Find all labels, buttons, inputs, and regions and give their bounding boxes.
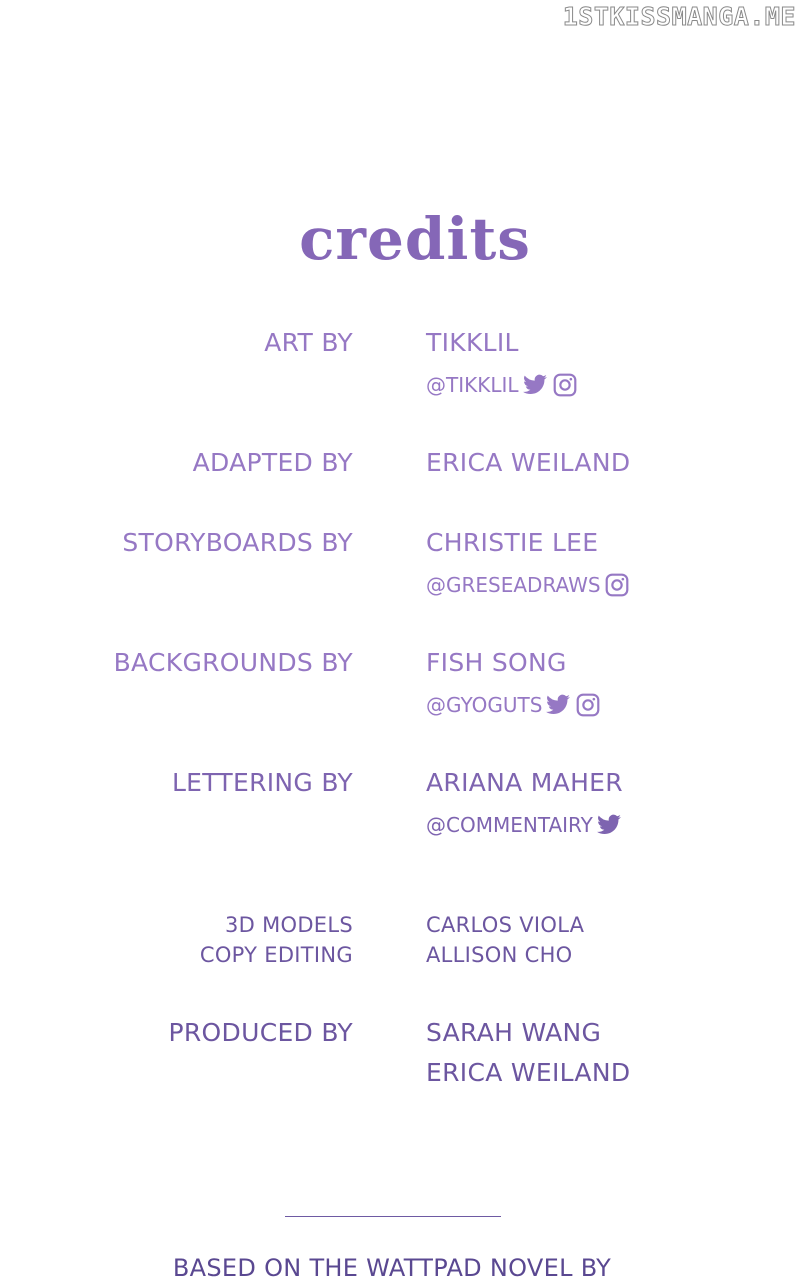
storyboards-handle: @GRESEADRAWS [426,573,601,597]
backgrounds-handle: @GYOGUTS [426,693,543,717]
instagram-icon[interactable] [551,372,579,398]
backgrounds-handle-row [426,692,602,718]
twitter-icon[interactable] [595,812,623,838]
art-handle-row [426,372,579,398]
art-label: ART BY [264,328,353,357]
producer-name: ERICA WEILAND [426,1058,631,1087]
storyboards-label: STORYBOARDS BY [122,528,353,557]
twitter-icon[interactable] [544,692,572,718]
lettering-handle: @COMMENTAIRY [426,813,593,837]
storyboards-handle-row [426,572,631,598]
credits-title: credits [299,205,531,273]
lettering-name: ARIANA MAHER [426,768,623,797]
instagram-icon[interactable] [574,692,602,718]
instagram-icon[interactable] [603,572,631,598]
adapted-label: ADAPTED BY [192,448,353,477]
backgrounds-label: BACKGROUNDS BY [113,648,353,677]
footer-text: BASED ON THE WATTPAD NOVEL BY [172,1254,612,1282]
models-name: CARLOS VIOLA [426,913,585,937]
copy-editing-label: COPY EDITING [199,943,353,967]
storyboards-name: CHRISTIE LEE [426,528,599,557]
copy-editing-name: ALLISON CHO [426,943,573,967]
adapted-name: ERICA WEILAND [426,448,631,477]
art-name: TIKKLIL [426,328,519,357]
lettering-label: LETTERING BY [171,768,353,797]
producer-name: SARAH WANG [426,1018,602,1047]
divider [285,1216,501,1217]
lettering-handle-row [426,812,623,838]
models-label: 3D MODELS [224,913,353,937]
produced-label: PRODUCED BY [168,1018,353,1047]
art-handle: @TIKKLIL [426,373,519,397]
backgrounds-name: FISH SONG [426,648,567,677]
watermark: 1STKISSMANGA.ME [562,2,796,31]
crescent-moon-icon [446,216,456,230]
twitter-icon[interactable] [521,372,549,398]
